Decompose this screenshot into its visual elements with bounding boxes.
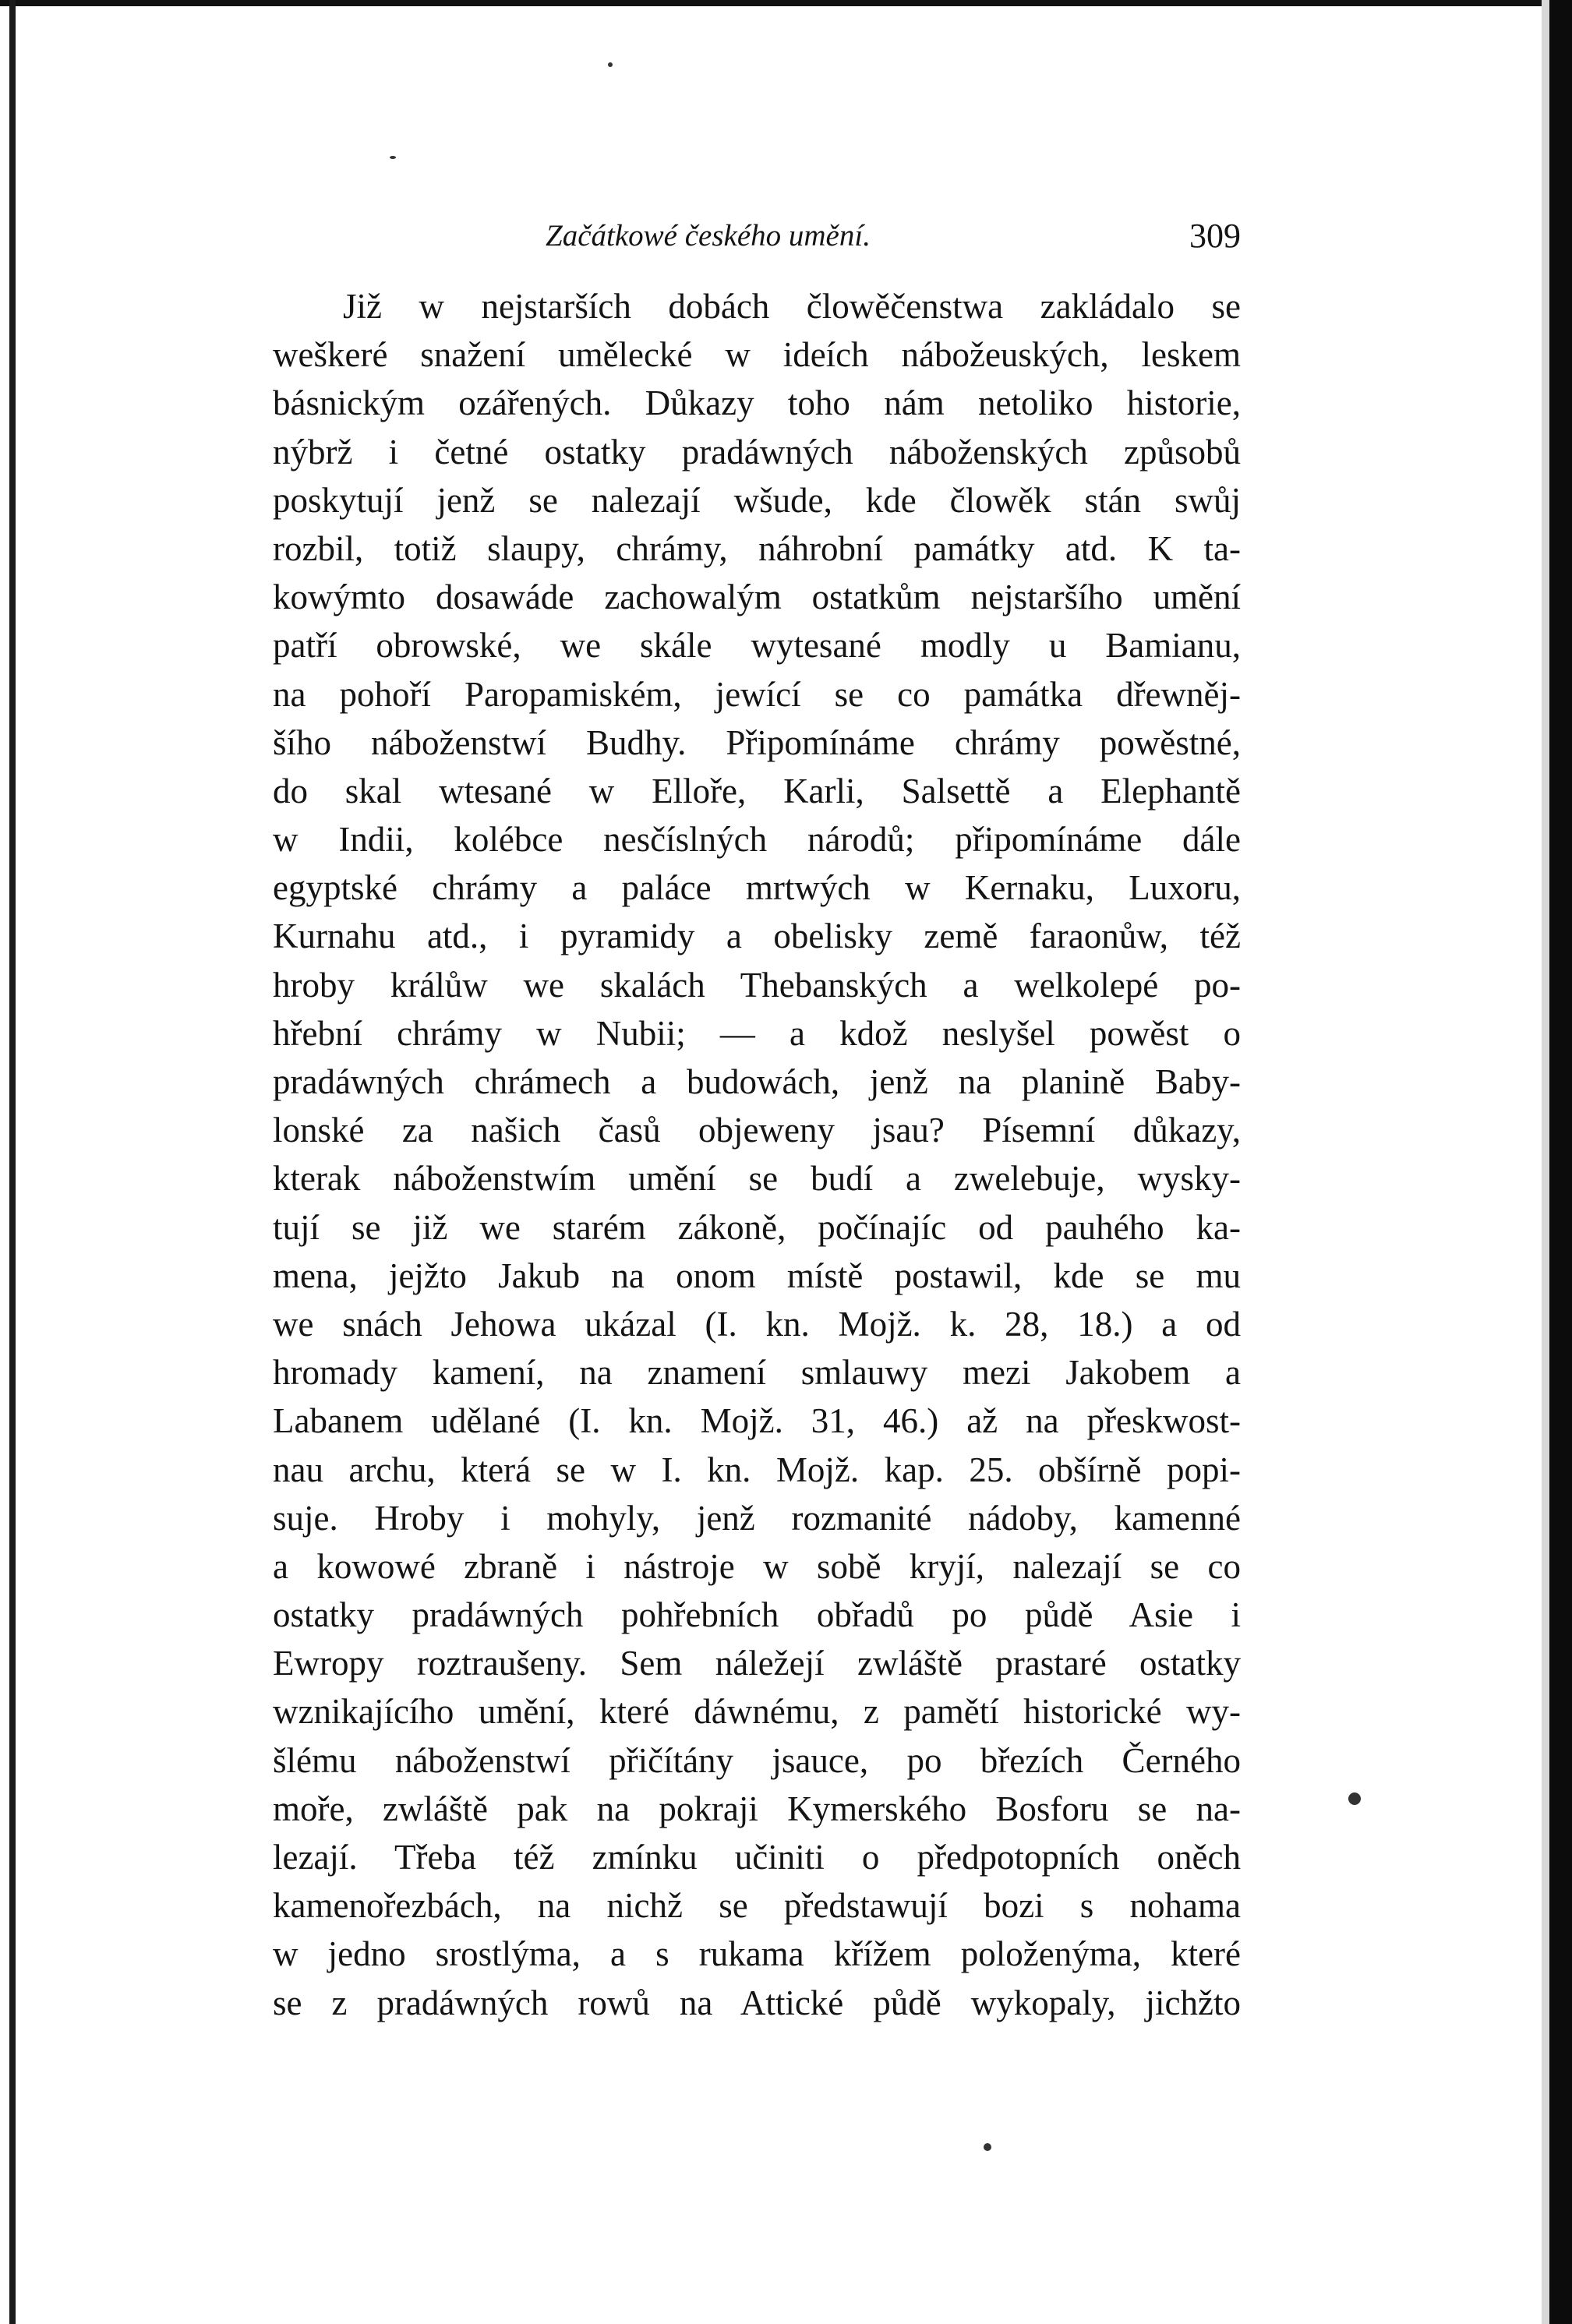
text-line: do skal wtesané w Elloře, Karli, Salsettě a Elephantě — [273, 771, 1241, 811]
scan-speck — [608, 62, 613, 67]
scan-speck — [1348, 1792, 1361, 1805]
text-line: básnickým ozářených. Důkazy toho nám netoliko historie, — [273, 383, 1241, 423]
text-line: wznikajícího umění, které dáwnému, z pamětí historické wy- — [273, 1692, 1241, 1732]
scan-speck — [390, 156, 396, 159]
text-line: kowýmto dosawáde zachowalým ostatkům nejstaršího umění — [273, 577, 1241, 617]
scan-speck — [984, 2143, 991, 2151]
text-line: w Indii, kolébce nesčíslných národů; připomínáme dále — [273, 820, 1241, 860]
text-line: a kowowé zbraně i nástroje w sobě kryjí, nalezají se co — [273, 1546, 1241, 1586]
page-header — [273, 209, 1241, 263]
text-line: šlému náboženstwí přičítány jsauce, po březích Černého — [273, 1740, 1241, 1780]
text-line: kamenořezbách, na nichž se předstawují bozi s nohama — [273, 1886, 1241, 1926]
text-line: w jedno srostlýma, a s rukama křížem položenýma, které — [273, 1934, 1241, 1974]
text-line: egyptské chrámy a paláce mrtwých w Kernaku, Luxoru, — [273, 868, 1241, 908]
text-line: lonské za našich časů objeweny jsau? Písemní důkazy, — [273, 1111, 1241, 1150]
text-line: pradáwných chrámech a budowách, jenž na planině Baby- — [273, 1062, 1241, 1101]
text-line: Labanem udělané (I. kn. Mojž. 31, 46.) až na přeskwost- — [273, 1401, 1241, 1441]
text-line: ostatky pradáwných pohřebních obřadů po půdě Asie i — [273, 1595, 1241, 1635]
text-line: hřební chrámy w Nubii; — a kdož neslyšel powěst o — [273, 1013, 1241, 1053]
text-line: nau archu, která se w I. kn. Mojž. kap. 25. obšírně popi- — [273, 1450, 1241, 1489]
text-line: rozbil, totiž slaupy, chrámy, náhrobní památky atd. K ta- — [273, 528, 1241, 568]
text-line: šího náboženstwí Budhy. Připomínáme chrámy powěstné, — [273, 722, 1241, 762]
text-line: nýbrž i četné ostatky pradáwných náboženských způsobů — [273, 432, 1241, 472]
scan-left-edge — [9, 0, 16, 2324]
scan-right-edge — [1549, 0, 1572, 2324]
text-line: lezají. Třeba též zmínku učiniti o předpotopních oněch — [273, 1838, 1241, 1877]
text-line: se z pradáwných rowů na Attické půdě wykopaly, jichžto — [273, 1983, 1241, 2022]
text-line: Již w nejstarších dobách člowěčenstwa zakládalo se — [343, 287, 1241, 326]
text-line: Ewropy roztraušeny. Sem náležejí zwláště prastaré ostatky — [273, 1644, 1241, 1683]
body-paragraph — [273, 282, 1241, 2027]
scan-right-edge-shadow — [1542, 0, 1549, 2324]
text-line: hromady kamení, na znamení smlauwy mezi Jakobem a — [273, 1353, 1241, 1393]
running-title: Začátkowé českého umění. — [546, 219, 871, 253]
text-line: na pohoří Paropamiském, jewící se co památka dřewněj- — [273, 674, 1241, 714]
text-line: hroby králůw we skalách Thebanských a welkolepé po- — [273, 965, 1241, 1005]
text-line: weškeré snažení umělecké w ideích nábožeuských, leskem — [273, 335, 1241, 375]
text-line: tují se již we starém zákoně, počínajíc od pauhého ka- — [273, 1207, 1241, 1247]
text-line: kterak náboženstwím umění se budí a zwelebuje, wysky- — [273, 1159, 1241, 1199]
text-line: moře, zwláště pak na pokraji Kymerského Bosforu se na- — [273, 1789, 1241, 1828]
scan-top-edge — [0, 0, 1572, 6]
page-number: 309 — [1189, 217, 1241, 255]
text-line: suje. Hroby i mohyly, jenž rozmanité nádoby, kamenné — [273, 1498, 1241, 1538]
text-line: we snách Jehowa ukázal (I. kn. Mojž. k. 28, 18.) a od — [273, 1304, 1241, 1344]
text-line: poskytují jenž se nalezají wšude, kde člowěk stán swůj — [273, 480, 1241, 520]
text-line: Kurnahu atd., i pyramidy a obelisky země faraonůw, též — [273, 917, 1241, 956]
text-line: mena, jejžto Jakub na onom místě postawil, kde se mu — [273, 1256, 1241, 1295]
text-line: patří obrowské, we skále wytesané modly u Bamianu, — [273, 626, 1241, 666]
